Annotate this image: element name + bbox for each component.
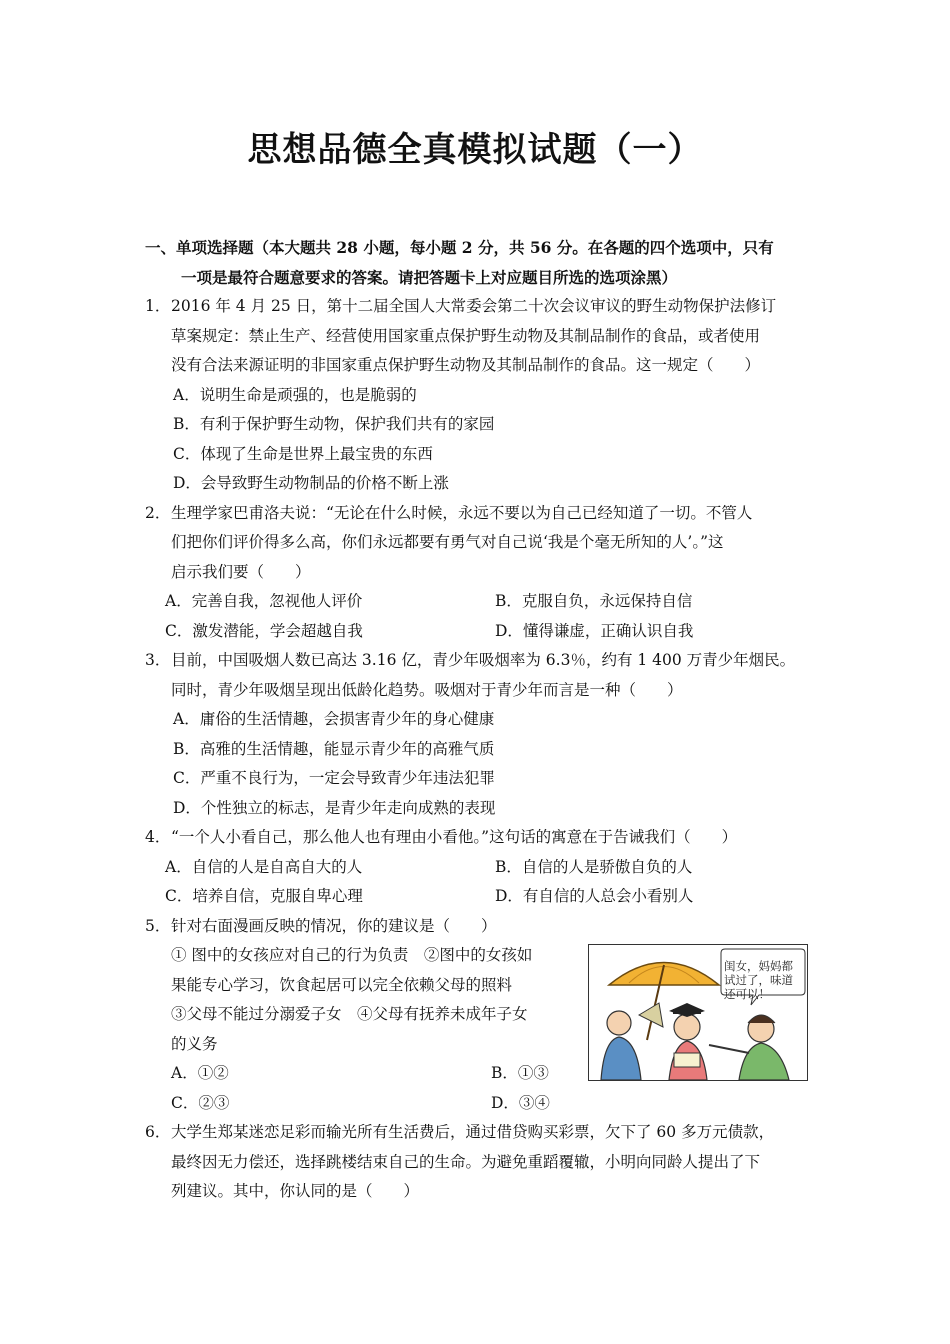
option-a: A．完善自我，忽视他人评价 bbox=[165, 592, 363, 610]
question-stem-line: 生理学家巴甫洛夫说：“无论在什么时候，永远不要以为自己已经知道了一切。不管人 bbox=[171, 503, 753, 522]
option-d: D．会导致野生动物制品的价格不断上涨 bbox=[173, 474, 449, 492]
question-stem-line: 列建议。其中，你认同的是（ ） bbox=[171, 1182, 420, 1200]
option-a: A．①② bbox=[171, 1064, 229, 1082]
question-5 bbox=[145, 912, 825, 1119]
option-d: D．③④ bbox=[491, 1093, 550, 1112]
question-stem-line: 的义务 bbox=[171, 1034, 218, 1053]
question-stem-line: 果能专心学习，饮食起居可以完全依赖父母的照料 bbox=[171, 975, 513, 994]
option-b: B．自信的人是骄傲自负的人 bbox=[495, 857, 693, 876]
option-b: B．①③ bbox=[491, 1064, 549, 1082]
section-heading bbox=[145, 233, 825, 292]
question-stem-line: ③父母不能过分溺爱子女 ④父母有抚养未成年子女 bbox=[171, 1005, 528, 1023]
question-stem-line: 启示我们要（ ） bbox=[171, 562, 311, 581]
option-b: B．有利于保护野生动物，保护我们共有的家园 bbox=[173, 415, 495, 433]
question-stem-line: ① 图中的女孩应对自己的行为负责 ②图中的女孩如 bbox=[171, 946, 533, 964]
question-number: 3． bbox=[145, 651, 171, 669]
option-d: D．个性独立的标志，是青少年走向成熟的表现 bbox=[173, 798, 496, 817]
question-number: 4． bbox=[145, 828, 171, 846]
cartoon-speech-bubble: 闺女，妈妈都试过了，味道还可以！ bbox=[724, 958, 793, 1001]
question-number: 6． bbox=[145, 1123, 171, 1141]
question-number: 2． bbox=[145, 503, 171, 522]
section-heading-line1: 一、单项选择题（本大题共 28 小题，每小题 2 分，共 56 分。在各题的四个选项中，只有 bbox=[145, 238, 774, 257]
option-d: D．有自信的人总会小看别人 bbox=[495, 887, 694, 905]
question-stem-line: 针对右面漫画反映的情况，你的建议是（ ） bbox=[171, 916, 497, 935]
cartoon-image bbox=[588, 944, 808, 1081]
option-c: C．②③ bbox=[171, 1093, 230, 1112]
option-c: C．严重不良行为，一定会导致青少年违法犯罪 bbox=[173, 769, 495, 787]
question-number: 5． bbox=[145, 916, 171, 935]
question-3 bbox=[145, 646, 825, 823]
page-title: 思想品德全真模拟试题（一） bbox=[247, 130, 703, 170]
option-a: A．说明生命是顽强的，也是脆弱的 bbox=[173, 385, 417, 404]
question-stem-line: 草案规定：禁止生产、经营使用国家重点保护野生动物及其制品制作的食品，或者使用 bbox=[171, 326, 761, 345]
option-c: C．培养自信，克服自卑心理 bbox=[165, 887, 363, 905]
question-1 bbox=[145, 292, 825, 499]
question-stem-line: “一个人小看自己，那么他人也有理由小看他。”这句话的寓意在于告诫我们（ ） bbox=[171, 828, 738, 846]
option-a: A．自信的人是自高自大的人 bbox=[165, 857, 363, 876]
section-heading-line2: 一项是最符合题意要求的答案。请把答题卡上对应题目所选的选项涂黑） bbox=[181, 267, 678, 287]
option-c: C．体现了生命是世界上最宝贵的东西 bbox=[173, 444, 433, 463]
option-a: A．庸俗的生活情趣，会损害青少年的身心健康 bbox=[173, 710, 495, 728]
exam-content bbox=[145, 233, 825, 1207]
option-b: B．高雅的生活情趣，能显示青少年的高雅气质 bbox=[173, 739, 495, 758]
question-stem-line: 同时，青少年吸烟呈现出低龄化趋势。吸烟对于青少年而言是一种（ ） bbox=[171, 680, 683, 699]
question-stem-line: 们把你们评价得多么高，你们永远都要有勇气对自己说‘我是个毫无所知的人’。”这 bbox=[171, 533, 724, 551]
question-stem-line: 大学生郑某迷恋足彩而输光所有生活费后，通过借贷购买彩票，欠下了 60 多万元债款， bbox=[171, 1123, 775, 1141]
question-stem-line: 目前，中国吸烟人数已高达 3.16 亿，青少年吸烟率为 6.3％，约有 1 400 万青少年烟民。 bbox=[171, 651, 796, 669]
question-stem-line: 2016 年 4 月 25 日，第十二届全国人大常委会第二十次会议审议的野生动物保护法修订 bbox=[171, 297, 777, 315]
question-number: 1． bbox=[145, 297, 171, 315]
question-4 bbox=[145, 823, 825, 912]
option-c: C．激发潜能，学会超越自我 bbox=[165, 621, 363, 640]
option-b: B．克服自负，永远保持自信 bbox=[495, 592, 693, 610]
question-2 bbox=[145, 499, 825, 647]
question-6 bbox=[145, 1118, 825, 1207]
option-d: D．懂得谦虚，正确认识自我 bbox=[495, 621, 694, 640]
question-stem-line: 最终因无力偿还，选择跳楼结束自己的生命。为避免重蹈覆辙，小明向同龄人提出了下 bbox=[171, 1152, 761, 1171]
question-stem-line: 没有合法来源证明的非国家重点保护野生动物及其制品制作的食品。这一规定（ ） bbox=[171, 356, 761, 374]
